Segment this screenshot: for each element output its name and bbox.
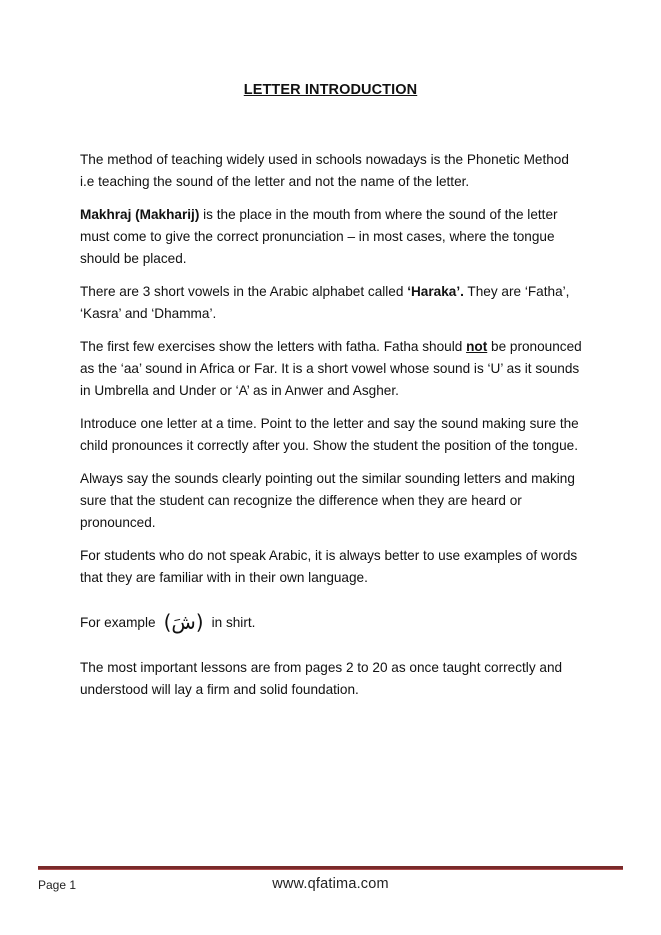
paragraph-important-lessons: The most important lessons are from pages 2 to 20 as once taught correctly and understood will lay a firm and solid foundation. <box>80 660 563 697</box>
paragraph-haraka <box>80 281 585 325</box>
arabic-letter-sheen: (شَ) <box>163 610 204 634</box>
paragraph-sounds: Always say the sounds clearly pointing out the similar sounding letters and making sure that the student can recognize the difference when they are heard or pronounced. <box>80 471 575 530</box>
example-line <box>80 608 585 637</box>
term-haraka: ‘Haraka’. <box>407 284 464 299</box>
paragraph-fatha <box>80 336 585 402</box>
footer-divider <box>38 866 623 870</box>
haraka-text-before: There are 3 short vowels in the Arabic alphabet called <box>80 284 408 299</box>
makhraj-text: is the place in the mouth from where the sound of the letter must come to give the correct pronunciation – in most cases, where the tongue should be placed. <box>80 207 558 266</box>
page-number: Page 1 <box>38 878 77 892</box>
paragraph-makhraj <box>80 204 585 270</box>
paragraph-phonetic-method: The method of teaching widely used in schools nowadays is the Phonetic Method i.e teaching the sound of the letter and not the name of the letter. <box>80 152 569 189</box>
website-link[interactable]: www.qfatima.com <box>272 876 389 892</box>
fatha-text-after: be pronounced as the ‘aa’ sound in Africa or Far. It is a short vowel whose sound is ‘U’ as it sounds in Umbrella and Under or ‘A’ as in Anwer and Asgher. <box>80 339 582 398</box>
paragraph-introduce-letter: Introduce one letter at a time. Point to the letter and say the sound making sure the child pronounces it correctly after you. Show the student the position of the tongue. <box>80 416 579 453</box>
example-suffix: in shirt. <box>211 615 256 630</box>
paragraph-non-arabic-speakers: For students who do not speak Arabic, it is always better to use examples of words that they are familiar with in their own language. <box>80 548 578 585</box>
emphasis-not: not <box>466 339 488 354</box>
term-makhraj: Makhraj (Makharij) <box>80 207 200 222</box>
haraka-text-after: They are ‘Fatha’, ‘Kasra’ and ‘Dhamma’. <box>80 284 570 321</box>
fatha-text-before: The first few exercises show the letters with fatha. Fatha should <box>80 339 467 354</box>
page-title: LETTER INTRODUCTION <box>243 82 418 98</box>
example-label: For example <box>80 615 156 630</box>
body-text <box>80 149 585 712</box>
